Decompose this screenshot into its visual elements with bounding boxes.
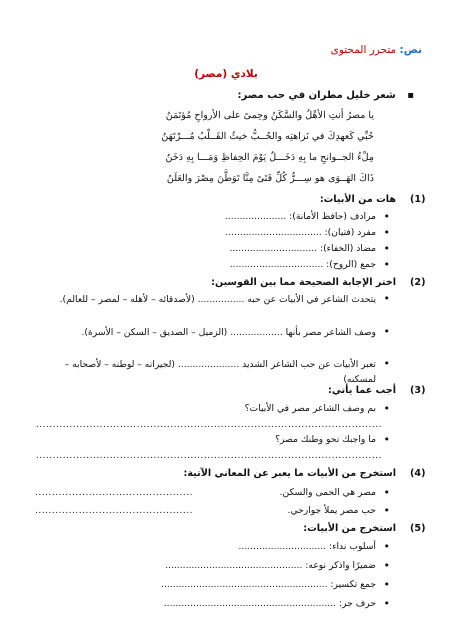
question-title: استخرج من الأبيات ما يعبر عن المعاني الآتية: bbox=[183, 468, 396, 479]
question-item: • بم وصف الشاعر مصر في الأبيات؟ bbox=[245, 403, 376, 414]
question-number: (3) bbox=[410, 385, 426, 396]
verse-line: مِلْءُ الجــوانحِ ما بِهِ دَخَـــلٌ يَوْمَ الحِفاظِ وَمَـــا بِهِ دَخَنُ bbox=[165, 152, 374, 163]
question-item: • مضاد (الخفاء): .............................. bbox=[229, 243, 376, 254]
question-item: • وصف الشاعر مصر بأنها .................. (الزميل – الصديق – السكن – الأسرة). bbox=[36, 325, 376, 340]
question-number: (1) bbox=[410, 194, 426, 205]
question-number: (2) bbox=[410, 277, 426, 288]
question-item: • تعبر الأبيات عن حب الشاعر الشديد ..................... (لجيرانه – لوطنه – لأصحابه – لمسكنه) bbox=[36, 357, 376, 387]
question-item: • مرادف (حافظ الأمانة): ..................... bbox=[225, 211, 376, 222]
question-title: أجب عما يأتي: bbox=[328, 385, 396, 396]
answer-line[interactable]: ....................................................................................................... bbox=[35, 420, 382, 430]
document-header bbox=[331, 44, 422, 56]
question-title: هات من الأبيات: bbox=[319, 194, 396, 205]
question-item: • جمع تكسير: ......................................................... bbox=[161, 579, 376, 590]
verse-line: ذَاكَ الهَــوَى هو سِـــرُّ كُلِّ فَتَىً مِنَّا تَوَطَّنَ مِصْرَ والعَلَنُ bbox=[166, 173, 374, 184]
question-item: • ضميرًا واذكر نوعه: ............................................... bbox=[165, 560, 376, 571]
answer-line[interactable]: ............................................... bbox=[35, 506, 193, 516]
question-item: • حرف جر: ........................................................... bbox=[164, 598, 376, 609]
question-title: استخرج من الأبيات: bbox=[303, 523, 396, 534]
question-item: • ما واجبك نحو وطنك مصر؟ bbox=[275, 434, 376, 445]
question-item: • جمع (الروح): ................................ bbox=[230, 259, 376, 270]
header-value: متحرر المحتوى bbox=[330, 44, 397, 56]
question-number: (4) bbox=[410, 468, 426, 479]
answer-line[interactable]: ............................................... bbox=[35, 488, 193, 498]
square-bullet-icon: ▪ bbox=[407, 90, 414, 101]
question-item: • أسلوب نداء: .............................. bbox=[239, 541, 377, 552]
question-item: • مفرد (فتيان): ................................. bbox=[225, 227, 376, 238]
verse-line: حُبِّي كَعهدِكَ في نَزاهتِه والحُــبُّ خيثُ القَــلْبُ مُـــرْتَهَنُ bbox=[161, 131, 374, 142]
question-item: • يتحدث الشاعر في الأبيات عن حبه ................ (لأصدقائه – لأهله – لمصر – للعالم). bbox=[36, 292, 376, 307]
header-label: نص: bbox=[399, 44, 422, 56]
verse-line: يا مصرُ أنتِ الأهْلُ والسَّكَنُ وحِمىً على الأرواحِ مُؤتَمَنُ bbox=[165, 110, 374, 121]
question-title: اختر الإجابة الصحيحة مما بين القوسين: bbox=[211, 277, 396, 288]
intro-text: شعر خليل مطران في حب مصر: bbox=[237, 90, 396, 101]
intro-line bbox=[237, 90, 414, 101]
question-number: (5) bbox=[410, 523, 426, 534]
poem-title: بلادي (مصر) bbox=[194, 68, 258, 80]
question-item: • مصر هي الحمى والسكن. bbox=[280, 487, 376, 498]
question-item: • حب مصر يملأ جوارحي. bbox=[288, 505, 376, 516]
answer-line[interactable]: ....................................................................................................... bbox=[35, 451, 382, 461]
